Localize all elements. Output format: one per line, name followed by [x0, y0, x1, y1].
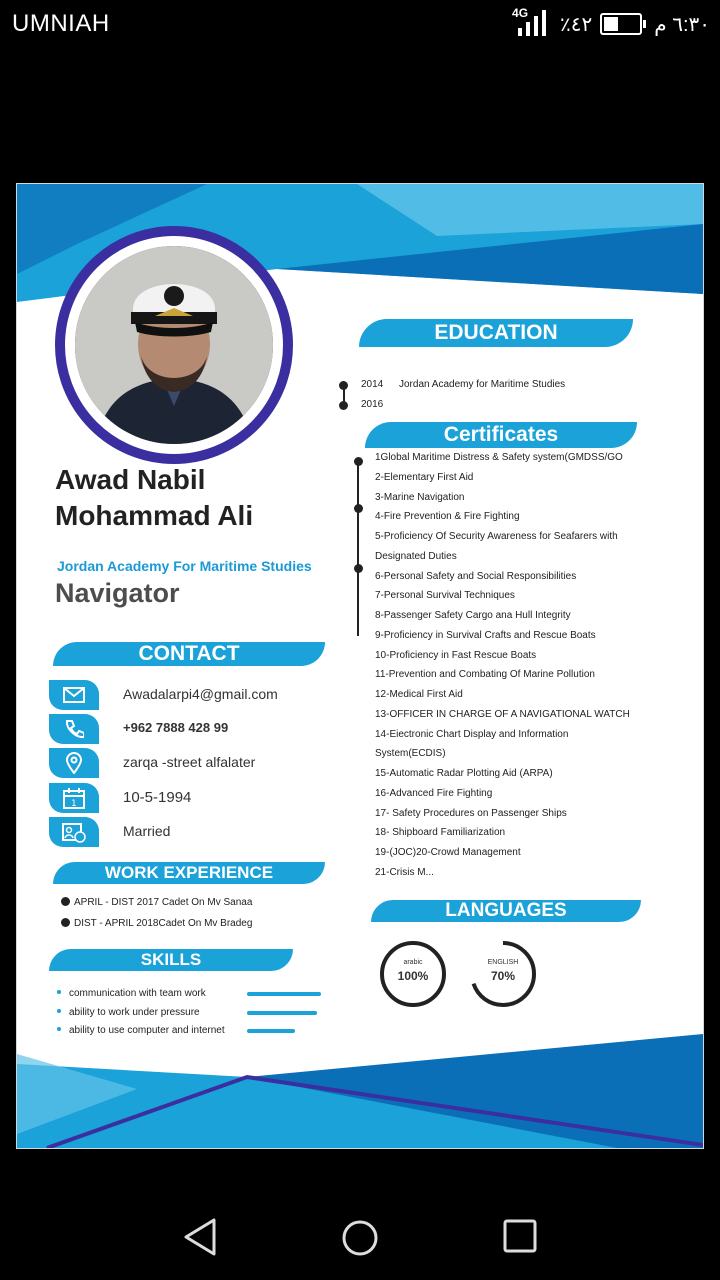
recents-icon[interactable]	[502, 1218, 538, 1254]
certificate-item: 19-(JOC)20-Crowd Management	[375, 847, 521, 858]
skill-level-bar	[247, 1029, 295, 1033]
certificate-item: 10-Proficiency in Fast Rescue Boats	[375, 649, 537, 661]
contact-email: Awadalarpi4@gmail.com	[123, 686, 278, 702]
home-icon[interactable]	[340, 1218, 380, 1258]
mail-icon	[49, 680, 99, 710]
certificate-item: 17- Safety Procedures on Passenger Ships	[375, 807, 567, 819]
timeline-dot	[339, 381, 348, 390]
skill-label: communication with team work	[69, 988, 206, 999]
certificate-item: Designated Duties	[375, 550, 457, 562]
language-name: ENGLISH	[487, 959, 519, 966]
carrier-name: UMNIAH	[12, 10, 110, 37]
timeline-dot	[339, 401, 348, 410]
certificate-item: 18- Shipboard Familiarization	[375, 827, 506, 839]
person-name	[55, 462, 253, 534]
certificate-item: 2-Elementary First Aid	[375, 471, 474, 483]
skills-heading: SKILLS	[49, 949, 293, 971]
certificate-item: 7-Personal Survival Techniques	[375, 590, 515, 602]
certificate-item: 21-Crisis M...	[375, 866, 434, 878]
contact-heading: CONTACT	[53, 642, 325, 666]
certificate-item: 1Global Maritime Distress & Safety system(GMDSS/GO	[375, 452, 623, 463]
battery-icon	[600, 13, 642, 35]
clock: ٦:٣٠ م	[654, 13, 710, 36]
skill-level-bar	[247, 1011, 317, 1015]
certificate-item: 8-Passenger Safety Cargo ana Hull Integrity	[375, 610, 571, 621]
certificate-item: 15-Automatic Radar Plotting Aid (ARPA)	[375, 768, 553, 779]
certificates-heading: Certificates	[365, 422, 637, 448]
certificate-item: System(ECDIS)	[375, 748, 446, 760]
profile-photo	[75, 246, 273, 444]
contact-status: Married	[123, 823, 171, 839]
navigation-bar	[0, 1180, 720, 1280]
timeline-dot	[354, 457, 363, 466]
certificates-timeline	[357, 460, 359, 636]
language-percent: 70%	[490, 969, 516, 983]
certificate-item: 3-Marine Navigation	[375, 491, 465, 503]
certificate-item: 12-Medical First Aid	[375, 689, 463, 700]
battery-percent: ٪٤٢	[560, 13, 593, 36]
certificate-item: 6-Personal Safety and Social Responsibilities	[375, 570, 577, 582]
resume-document[interactable]	[16, 183, 704, 1149]
signal-icon	[512, 6, 552, 38]
skill-level-bar	[247, 992, 321, 996]
language-name: arabic	[403, 959, 423, 966]
languages-heading: LANGUAGES	[371, 900, 641, 922]
certificate-item: 13-OFFICER IN CHARGE OF A NAVIGATIONAL WATCH	[375, 708, 630, 720]
contact-phone: +962 7888 428 99	[123, 720, 229, 735]
profile-photo-frame	[55, 226, 293, 464]
person-name-line1: Awad Nabil	[55, 464, 206, 495]
academy-name: Jordan Academy For Maritime Studies	[57, 558, 312, 574]
language-percent: 100%	[397, 969, 429, 983]
id-card-icon	[49, 817, 99, 847]
role-title: Navigator	[55, 578, 180, 608]
certificate-item: 11-Prevention and Combating Of Marine Pollution	[375, 669, 595, 681]
location-pin-icon	[49, 748, 99, 778]
timeline-dot	[354, 564, 363, 573]
certificate-item: 14-Eiectronic Chart Display and Information	[375, 728, 569, 740]
back-icon[interactable]	[182, 1217, 218, 1257]
work-experience-heading: WORK EXPERIENCE	[53, 862, 325, 884]
timeline-dot	[354, 504, 363, 513]
skill-item	[57, 1025, 225, 1036]
skill-label: ability to use computer and internet	[69, 1025, 225, 1036]
contact-birthdate: 10-5-1994	[123, 789, 192, 806]
skill-item	[57, 988, 206, 999]
education-end-year: 2016	[361, 399, 384, 410]
certificate-item: 5-Proficiency Of Security Awareness for Seafarers with	[375, 531, 618, 542]
skill-label: ability to work under pressure	[69, 1007, 200, 1018]
education-school: Jordan Academy for Maritime Studies	[399, 379, 566, 390]
certificate-item: 16-Advanced Fire Fighting	[375, 787, 493, 799]
network-type: 4G	[512, 6, 529, 20]
education-heading: EDUCATION	[359, 319, 633, 347]
calendar-icon	[49, 783, 99, 813]
phone-icon	[49, 714, 99, 744]
work-experience-item: APRIL - DIST 2017 Cadet On Mv Sanaa	[61, 897, 252, 908]
status-bar	[0, 0, 720, 48]
education-start-year: 2014	[361, 379, 384, 390]
work-experience-item: DIST - APRIL 2018Cadet On Mv Bradeg	[61, 918, 252, 929]
contact-address: zarqa -street alfalater	[123, 754, 256, 770]
person-name-line2: Mohammad Ali	[55, 500, 254, 531]
certificate-item: 4-Fire Prevention & Fire Fighting	[375, 511, 520, 523]
skill-item	[57, 1007, 200, 1018]
svg-text:1: 1	[71, 799, 77, 809]
certificate-item: 9-Proficiency in Survival Crafts and Rescue Boats	[375, 629, 596, 641]
